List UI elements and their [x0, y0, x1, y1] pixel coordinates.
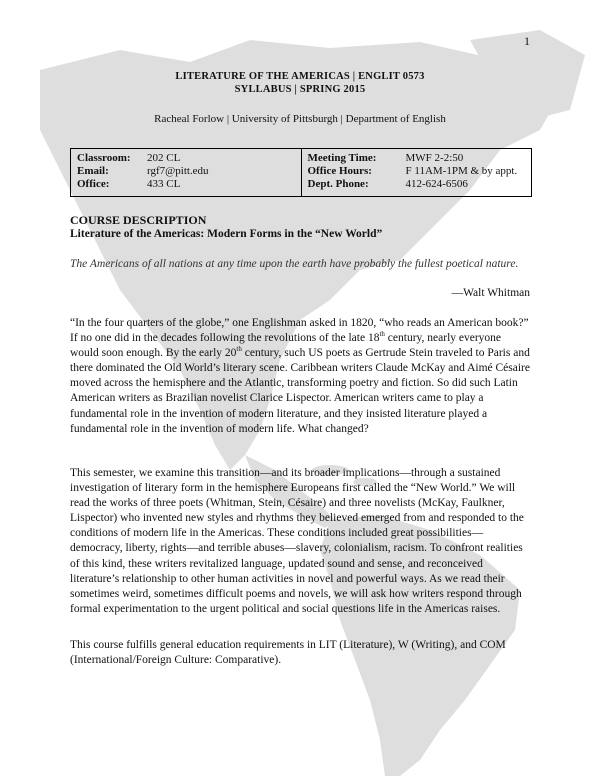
- paragraph-requirements: This course fulfills general education requirements in LIT (Literature), W (Writing), and COM (International/Foreign Culture: Comparative).: [70, 639, 506, 667]
- page-number: 1: [524, 34, 530, 48]
- email-value[interactable]: rgf7@pitt.edu: [147, 165, 209, 177]
- author-line: Racheal Forlow | University of Pittsburgh | Department of English: [154, 113, 446, 125]
- dept-phone-label: Dept. Phone:: [307, 178, 369, 190]
- paragraph-intro-part-c: century, such US poets as Gertrude Stein traveled to Paris and there dominated the Old World’s literary scene. Caribbean writers Claude McKay and Aimé Césaire moved across the hemisphere and the Atlantic, transforming poetry and fiction. So did such Latin American writers as Brazilian novelist Clarice Lispector. American writers came to play a fundamental role in the invention of modern literature, and they insisted literature played a fundamental role in the invention of modern life. What changed?: [70, 347, 530, 435]
- classroom-label: Classroom:: [77, 152, 131, 164]
- office-value: 433 CL: [147, 178, 181, 190]
- course-description-heading: COURSE DESCRIPTION: [70, 213, 207, 227]
- office-label: Office:: [77, 178, 110, 190]
- ordinal-suffix: th: [379, 330, 385, 339]
- office-hours-label: Office Hours:: [307, 165, 372, 177]
- paragraph-intro-part-a: “In the four quarters of the globe,” one Englishman asked in 1820, “who reads an American book?” If no one did in the decades following the revolutions of the late 18: [70, 317, 529, 345]
- epigraph-quote: The Americans of all nations at any time upon the earth have probably the fullest poetical nature.: [70, 258, 519, 270]
- email-label: Email:: [77, 165, 109, 177]
- dept-phone-value: 412-624-6506: [405, 178, 468, 190]
- ordinal-suffix: th: [236, 345, 242, 354]
- paragraph-intro-part-b: century, nearly everyone would soon enough. By the early 20: [70, 332, 502, 360]
- syllabus-term: SYLLABUS | SPRING 2015: [234, 84, 366, 95]
- paragraph-intro: [70, 316, 532, 437]
- course-title: LITERATURE OF THE AMERICAS | ENGLIT 0573: [175, 71, 425, 82]
- paragraph-semester: This semester, we examine this transition—and its broader implications—through a sustained investigation of literary form in the hemisphere Europeans first called the “New World.” We will read the works of three poets (Whitman, Stein, Césaire) and three novelists (McKay, Faulkner, Lispector) who invented new styles and rhythms they believed emerged from and responded to the conditions of modern life in the Americas. These conditions included great possibilities—democracy, liberty, rights—and terrible abuses—slavery, colonialism, racism. To confront realities of this kind, these writers revitalized language, updated sound and sense, and reconceived literature’s relationship to other human activities in novel and powerful ways. As we read their sometimes weird, sometimes difficult poems and novels, we will ask how writers respond through formal experimentation to the urgent political and social questions life in the Americas raises.: [70, 467, 524, 615]
- office-hours-value: F 11AM-1PM & by appt.: [405, 165, 518, 177]
- classroom-value: 202 CL: [147, 152, 181, 164]
- epigraph-attribution: —Walt Whitman: [451, 287, 530, 299]
- meeting-time-value: MWF 2-2:50: [405, 152, 464, 164]
- contact-info-table: [70, 148, 532, 197]
- meeting-time-label: Meeting Time:: [307, 152, 377, 164]
- course-subtitle: Literature of the Americas: Modern Forms in the “New World”: [70, 228, 383, 240]
